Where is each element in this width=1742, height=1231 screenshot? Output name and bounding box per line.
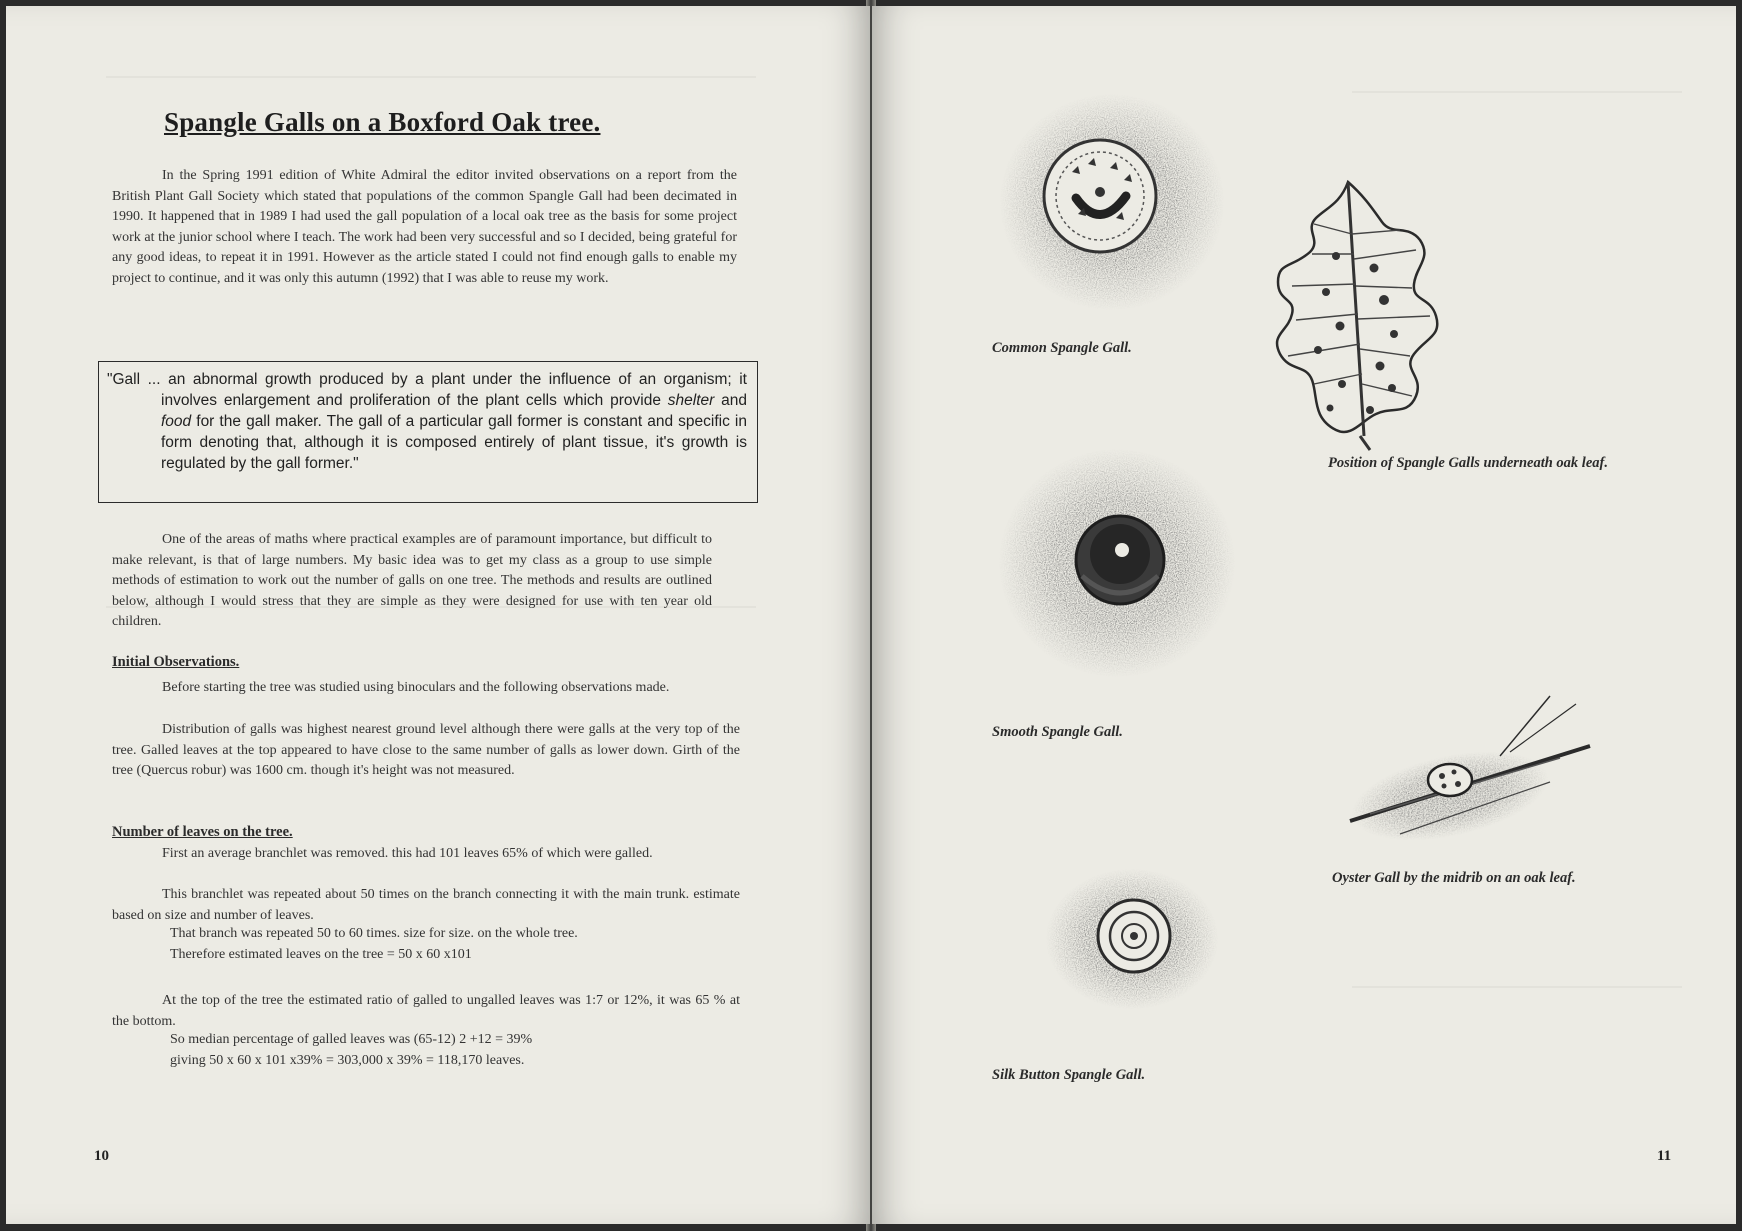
- oyster-gall-illustration: [1340, 686, 1600, 856]
- number-of-leaves-heading: Number of leaves on the tree.: [112, 824, 293, 840]
- ratio-paragraph: At the top of the tree the estimated ratio of galled to ungalled leaves was 1:7 or 12%, it was 65 % at the bottom.: [112, 993, 740, 1029]
- initial-observations-text: Before starting the tree was studied using binoculars and the following observations made.: [162, 680, 670, 695]
- gall-definition-box: [98, 361, 758, 503]
- maths-paragraph: One of the areas of maths where practical examples are of paramount importance, but difficult to make relevant, is that of large numbers. My basic idea was to get my class as a group to use simple methods of estimation to work out the number of galls on one tree. The methods and results are outlined below, although I would stress that they are simple as they were designed for use with ten year old children.: [112, 532, 712, 629]
- tree-repeat-line: That branch was repeated 50 to 60 times. size for size. on the whole tree.: [170, 926, 578, 941]
- oak-leaf-with-galls-illustration: [1252, 174, 1452, 454]
- branchlet-text: First an average branchlet was removed. this had 101 leaves 65% of which were galled.: [162, 846, 653, 861]
- leaf-estimate-line: Therefore estimated leaves on the tree = 50 x 60 x101: [170, 947, 472, 962]
- left-page: [6, 6, 870, 1224]
- quote-part: for the gall maker. The gall of a particular gall former is constant and specific in form denoting that, although it is composed entirely of plant tissue, it's growth is regulated by the gall former.": [161, 413, 747, 472]
- caption-position-of-galls: Position of Spangle Galls underneath oak leaf.: [1328, 455, 1608, 471]
- branch-repeat-text: This branchlet was repeated about 50 times on the branch connecting it with the main trunk. estimate based on size and number of leaves.: [112, 887, 740, 923]
- initial-observations-heading: Initial Observations.: [112, 654, 240, 670]
- quote-emphasis-shelter: shelter: [667, 392, 715, 409]
- article-title: Spangle Galls on a Boxford Oak tree.: [164, 107, 601, 137]
- caption-smooth-spangle-gall: Smooth Spangle Gall.: [992, 724, 1123, 740]
- gall-definition-text: [107, 369, 747, 474]
- page-number-right: 11: [1657, 1148, 1672, 1164]
- silk-button-spangle-gall-illustration: [1042, 864, 1222, 1014]
- distribution-text: Distribution of galls was highest nearest ground level although there were galls at the very top of the tree. Galled leaves at the top appeared to have close to the same number of galls as lower down. Girth of the tree (Quercus robur) was 1600 cm. though it's height was not measured.: [112, 722, 740, 778]
- common-spangle-gall-illustration: [992, 84, 1232, 324]
- caption-oyster-gall: Oyster Gall by the midrib on an oak leaf.: [1332, 870, 1576, 886]
- show-through-text: [1352, 986, 1682, 988]
- show-through-text: [106, 76, 756, 78]
- right-page: [872, 6, 1736, 1224]
- caption-silk-button-spangle-gall: Silk Button Spangle Gall.: [992, 1067, 1146, 1083]
- caption-common-spangle-gall: Common Spangle Gall.: [992, 340, 1132, 356]
- intro-paragraph: In the Spring 1991 edition of White Admiral the editor invited observations on a report from the British Plant Gall Society which stated that populations of the common Spangle Gall had been decimated in 1990. It happened that in 1989 I had used the gall population of a local oak tree as the basis for some project work at the junior school where I teach. The work had been very successful and so I decided, being grateful for any good ideas, to repeat it in 1991. However as the article stated I could not find enough galls to enable my project to continue, and it was only this autumn (1992) that I was able to reuse my work.: [112, 168, 737, 286]
- median-percentage-line: So median percentage of galled leaves was (65-12) 2 +12 = 39%: [170, 1032, 533, 1047]
- page-number-left: 10: [94, 1148, 109, 1164]
- quote-emphasis-food: food: [161, 413, 192, 430]
- quote-part: "Gall ... an abnormal growth produced by a plant under the influence of an organism; it involves enlargement and proliferation of the plant cells which provide: [107, 371, 747, 409]
- galled-leaves-result-line: giving 50 x 60 x 101 x39% = 303,000 x 39% = 118,170 leaves.: [170, 1053, 525, 1068]
- smooth-spangle-gall-illustration: [992, 438, 1242, 688]
- show-through-text: [1352, 91, 1682, 93]
- quote-part: and: [714, 392, 747, 409]
